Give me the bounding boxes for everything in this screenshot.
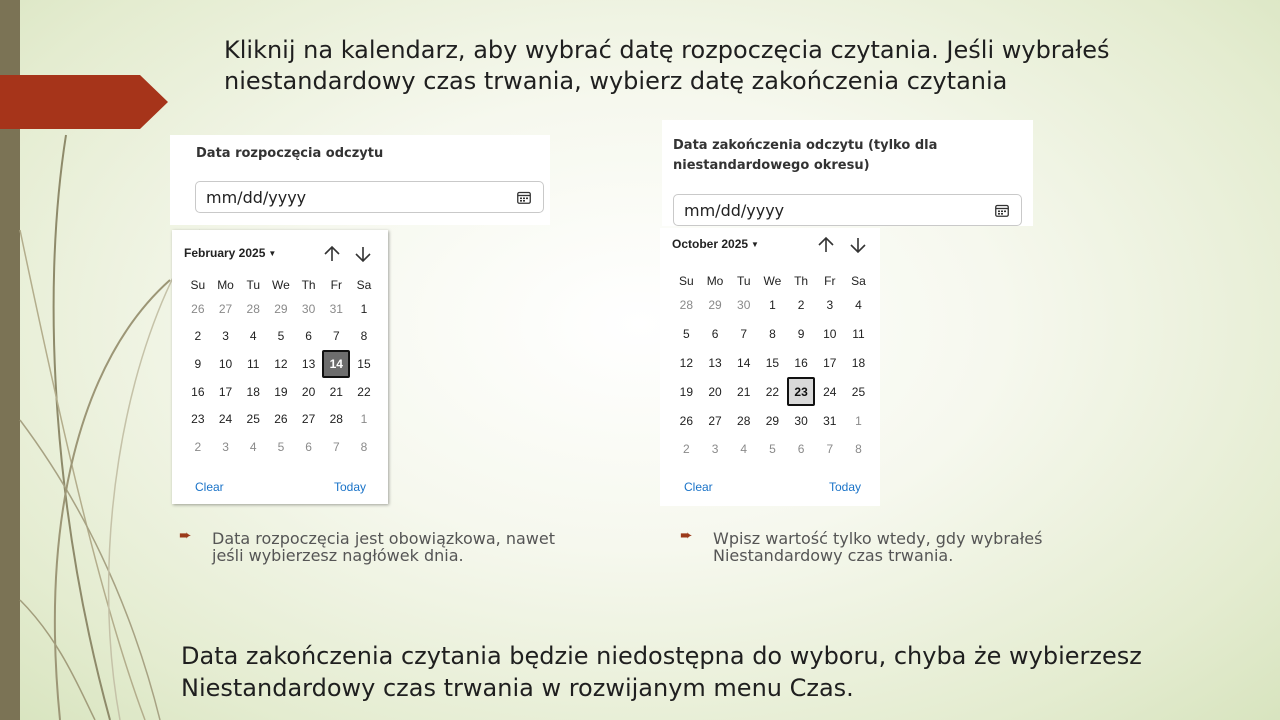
day-cell[interactable]: 2 bbox=[683, 442, 690, 457]
day-cell[interactable]: 6 bbox=[305, 329, 312, 344]
end-date-panel bbox=[662, 120, 1033, 226]
caret-down-icon: ▼ bbox=[751, 240, 759, 249]
day-cell[interactable]: 27 bbox=[301, 412, 316, 427]
end-date-input[interactable] bbox=[673, 194, 1022, 226]
day-cell[interactable]: 2 bbox=[194, 329, 202, 344]
weekday-header: Mo bbox=[217, 278, 234, 292]
day-cell[interactable]: 26 bbox=[679, 413, 694, 428]
end-note-text: Wpisz wartość tylko wtedy, gdy wybrałeś Niestandardowy czas trwania. bbox=[713, 529, 1043, 565]
weekday-header: Th bbox=[301, 278, 316, 292]
day-cell[interactable]: 8 bbox=[360, 439, 368, 454]
start-date-placeholder: mm/dd/yyyy bbox=[206, 188, 307, 207]
day-cell[interactable]: 15 bbox=[765, 355, 780, 370]
day-cell[interactable]: 13 bbox=[301, 356, 316, 371]
calendar-icon[interactable] bbox=[995, 204, 1009, 217]
day-cell[interactable]: 3 bbox=[222, 439, 229, 454]
weekday-header: Su bbox=[679, 274, 694, 288]
day-cell[interactable]: 20 bbox=[301, 384, 316, 399]
weekday-header: Su bbox=[190, 278, 206, 292]
day-cell[interactable]: 6 bbox=[797, 442, 805, 457]
day-cell[interactable]: 9 bbox=[194, 356, 202, 371]
start-month-label: February 2025 bbox=[184, 246, 266, 260]
day-cell[interactable]: 2 bbox=[797, 298, 805, 313]
selected-day[interactable]: 23 bbox=[787, 377, 816, 406]
day-cell[interactable]: 1 bbox=[769, 298, 776, 313]
arrow-up-icon[interactable] bbox=[816, 235, 836, 255]
day-cell[interactable]: 30 bbox=[301, 301, 316, 316]
start-calendar-popup bbox=[172, 230, 388, 504]
start-note-text: Data rozpoczęcia jest obowiązkowa, nawet jeśli wybierzesz nagłówek dnia. bbox=[212, 529, 555, 565]
end-clear-link[interactable]: Clear bbox=[684, 480, 713, 494]
slide-title: Kliknij na kalendarz, aby wybrać datę rozpoczęcia czytania. Jeśli wybrałeś niestandardowy czas trwania, wybierz datę zakończenia czytania bbox=[224, 36, 1110, 95]
end-today-link[interactable]: Today bbox=[829, 480, 862, 494]
day-cell[interactable]: 29 bbox=[274, 301, 288, 316]
day-cell[interactable]: 17 bbox=[823, 355, 837, 370]
day-cell[interactable]: 10 bbox=[218, 356, 233, 371]
day-cell[interactable]: 5 bbox=[769, 442, 776, 457]
arrow-up-icon[interactable] bbox=[322, 244, 342, 264]
end-days-grid bbox=[672, 271, 873, 464]
calendar-icon[interactable] bbox=[517, 191, 531, 204]
caret-down-icon: ▼ bbox=[268, 249, 277, 258]
day-cell[interactable]: 8 bbox=[360, 329, 368, 344]
day-cell[interactable]: 12 bbox=[679, 355, 694, 370]
day-cell[interactable]: 13 bbox=[708, 355, 722, 370]
day-cell[interactable]: 28 bbox=[329, 412, 343, 427]
day-cell[interactable]: 21 bbox=[737, 384, 751, 399]
start-month-dropdown[interactable] bbox=[184, 246, 276, 260]
start-days-grid bbox=[184, 275, 378, 461]
weekday-header: Tu bbox=[246, 278, 260, 292]
day-cell[interactable]: 9 bbox=[797, 327, 805, 342]
day-cell[interactable]: 24 bbox=[823, 384, 837, 399]
day-cell[interactable]: 28 bbox=[737, 413, 751, 428]
weekday-header: Th bbox=[794, 274, 809, 288]
weekday-header: Sa bbox=[356, 278, 372, 292]
day-cell[interactable]: 30 bbox=[737, 298, 751, 313]
day-cell[interactable]: 23 bbox=[191, 412, 205, 427]
day-cell[interactable]: 27 bbox=[708, 413, 722, 428]
day-cell[interactable]: 7 bbox=[332, 329, 340, 344]
weekday-header: We bbox=[272, 278, 290, 292]
weekday-header: Fr bbox=[824, 274, 836, 288]
day-cell[interactable]: 6 bbox=[305, 439, 312, 454]
start-clear-link[interactable]: Clear bbox=[195, 480, 224, 494]
day-cell[interactable]: 19 bbox=[679, 384, 694, 399]
day-cell[interactable]: 25 bbox=[851, 384, 866, 399]
day-cell[interactable]: 5 bbox=[277, 439, 285, 454]
start-date-label: Data rozpoczęcia odczytu bbox=[196, 146, 384, 161]
weekday-header: Mo bbox=[706, 274, 724, 288]
day-cell[interactable]: 4 bbox=[249, 329, 257, 344]
day-cell[interactable]: 11 bbox=[246, 356, 260, 371]
end-date-label: Data zakończenia odczytu (tylko dla niestandardowego okresu) bbox=[673, 138, 938, 173]
start-note bbox=[179, 526, 572, 565]
day-cell[interactable]: 7 bbox=[332, 439, 340, 454]
day-cell[interactable]: 12 bbox=[274, 356, 288, 371]
end-date-placeholder: mm/dd/yyyy bbox=[684, 201, 785, 220]
end-calendar-popup bbox=[660, 228, 880, 506]
day-cell[interactable]: 1 bbox=[855, 413, 862, 428]
footer-text: Data zakończenia czytania będzie niedostępna do wyboru, chyba że wybierzesz Niestandardowy czas trwania w rozwijanym menu Czas. bbox=[181, 642, 1142, 702]
day-cell[interactable]: 31 bbox=[823, 413, 837, 428]
day-cell[interactable]: 17 bbox=[218, 384, 233, 399]
weekday-header: Sa bbox=[851, 274, 866, 288]
weekday-header: Tu bbox=[736, 274, 751, 288]
day-cell[interactable]: 8 bbox=[855, 442, 862, 457]
day-cell[interactable]: 8 bbox=[769, 327, 776, 342]
day-cell[interactable]: 18 bbox=[851, 355, 866, 370]
day-cell[interactable]: 26 bbox=[191, 301, 205, 316]
day-cell[interactable]: 7 bbox=[740, 327, 748, 342]
day-cell[interactable]: 24 bbox=[218, 412, 233, 427]
day-cell[interactable]: 1 bbox=[360, 301, 368, 316]
end-note bbox=[680, 526, 1093, 565]
day-cell[interactable]: 22 bbox=[357, 384, 371, 399]
day-cell[interactable]: 27 bbox=[218, 301, 233, 316]
end-month-label: October 2025 bbox=[672, 237, 749, 251]
day-cell[interactable]: 18 bbox=[246, 384, 260, 399]
day-cell[interactable]: 28 bbox=[679, 298, 694, 313]
day-cell[interactable]: 15 bbox=[357, 356, 371, 371]
end-month-dropdown[interactable] bbox=[672, 237, 759, 251]
day-cell[interactable]: 10 bbox=[823, 327, 837, 342]
day-cell[interactable]: 29 bbox=[765, 413, 780, 428]
bullet-arrow-icon: ➨ bbox=[680, 526, 693, 544]
selected-day[interactable]: 14 bbox=[322, 350, 350, 378]
day-cell[interactable]: 3 bbox=[826, 298, 834, 313]
day-cell[interactable]: 26 bbox=[274, 412, 288, 427]
day-cell[interactable]: 4 bbox=[855, 298, 862, 313]
day-cell[interactable]: 11 bbox=[852, 327, 865, 342]
day-cell[interactable]: 22 bbox=[765, 384, 780, 399]
bullet-arrow-icon: ➨ bbox=[179, 526, 192, 544]
decor-curves bbox=[0, 0, 200, 720]
day-cell[interactable]: 25 bbox=[246, 412, 260, 427]
day-cell[interactable]: 31 bbox=[329, 301, 343, 316]
day-cell[interactable]: 6 bbox=[711, 327, 719, 342]
day-cell[interactable]: 5 bbox=[683, 327, 690, 342]
day-cell[interactable]: 16 bbox=[794, 355, 808, 370]
arrow-down-icon[interactable] bbox=[848, 235, 868, 255]
day-cell[interactable]: 5 bbox=[277, 329, 285, 344]
arrow-down-icon[interactable] bbox=[353, 244, 373, 264]
day-cell[interactable]: 28 bbox=[246, 301, 260, 316]
day-cell[interactable]: 14 bbox=[737, 355, 751, 370]
start-date-input[interactable] bbox=[195, 181, 544, 213]
day-cell[interactable]: 7 bbox=[826, 442, 834, 457]
day-cell[interactable]: 29 bbox=[708, 298, 722, 313]
day-cell[interactable]: 3 bbox=[222, 329, 229, 344]
day-cell[interactable]: 30 bbox=[794, 413, 808, 428]
day-cell[interactable]: 16 bbox=[191, 384, 205, 399]
day-cell[interactable]: 4 bbox=[740, 442, 748, 457]
day-cell[interactable]: 4 bbox=[249, 439, 257, 454]
day-cell[interactable]: 20 bbox=[708, 384, 722, 399]
start-date-panel bbox=[170, 135, 550, 225]
day-cell[interactable]: 1 bbox=[360, 412, 368, 427]
start-today-link[interactable]: Today bbox=[334, 480, 367, 494]
weekday-header: We bbox=[763, 274, 782, 288]
day-cell[interactable]: 2 bbox=[194, 439, 202, 454]
weekday-header: Fr bbox=[330, 278, 342, 292]
day-cell[interactable]: 3 bbox=[711, 442, 719, 457]
day-cell[interactable]: 21 bbox=[329, 384, 343, 399]
day-cell[interactable]: 19 bbox=[274, 384, 288, 399]
